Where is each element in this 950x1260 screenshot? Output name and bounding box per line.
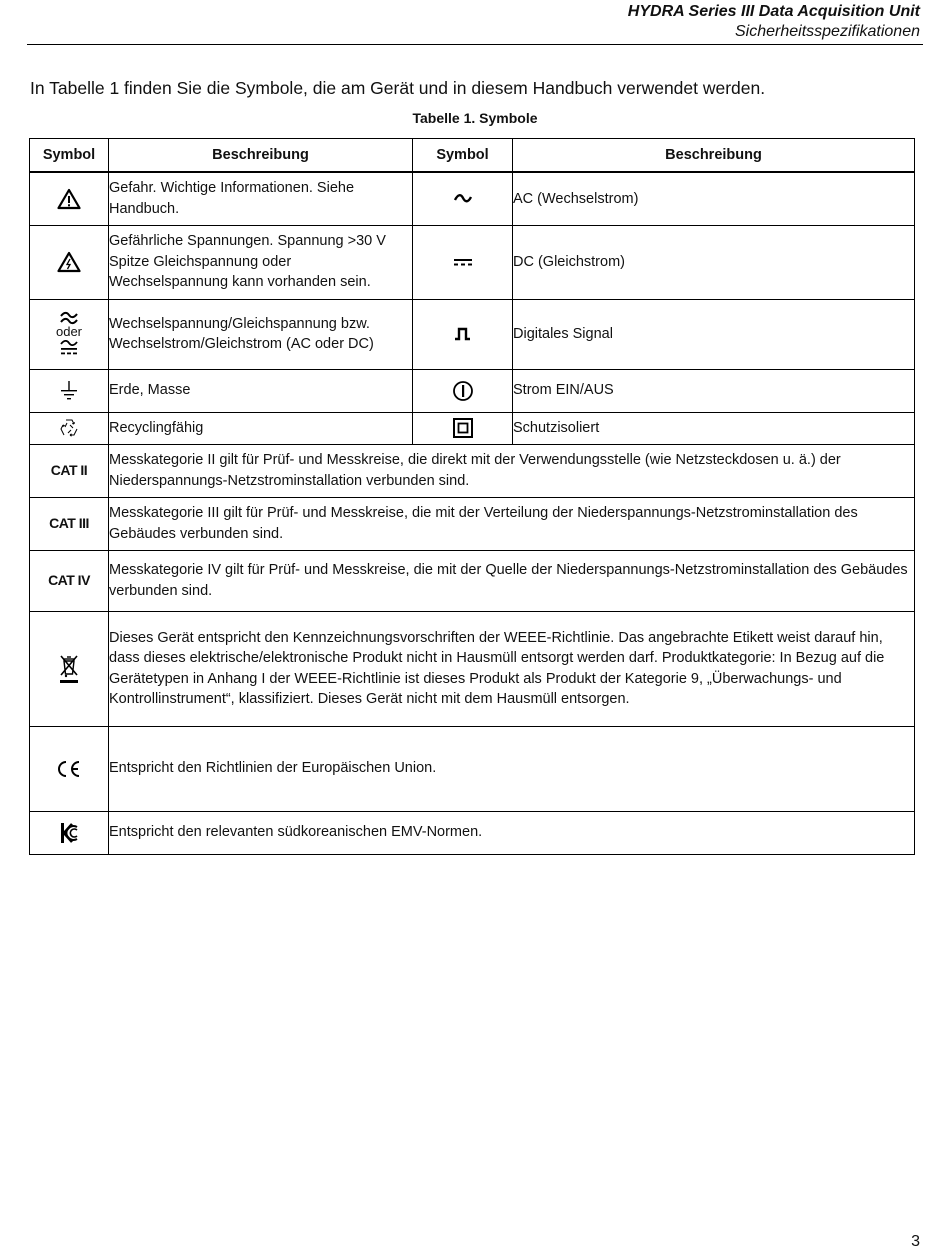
page-number: 3 <box>911 1233 920 1250</box>
table-row <box>30 726 915 811</box>
header-title: HYDRA Series III Data Acquisition Unit <box>627 3 920 20</box>
cat-iv-symbol: CAT IV <box>48 572 90 588</box>
col-header-description: Beschreibung <box>109 139 413 173</box>
warning-triangle-icon <box>57 188 81 210</box>
description-cell: DC (Gleichstrom) <box>513 225 915 299</box>
description-cell: Entspricht den Richtlinien der Europäischen Union. <box>109 726 915 811</box>
description-cell: Strom EIN/AUS <box>513 369 915 412</box>
description-cell: Messkategorie II gilt für Prüf- und Messkreise, die direkt mit der Verwendungsstelle (wie Netzsteckdosen u. ä.) der Niederspannungs-Netzstrominstallation verbunden sind. <box>109 444 915 497</box>
symbols-table <box>29 138 915 855</box>
dc-icon <box>453 257 473 267</box>
table-row <box>30 444 915 497</box>
description-cell: Gefahr. Wichtige Informationen. Siehe Handbuch. <box>109 172 413 225</box>
cat-ii-symbol: CAT II <box>50 462 88 478</box>
col-header-symbol-2: Symbol <box>413 139 513 173</box>
table-row <box>30 299 915 369</box>
table-row <box>30 811 915 854</box>
cat-iii-symbol: CAT III <box>49 515 89 531</box>
description-cell: Erde, Masse <box>109 369 413 412</box>
description-cell: AC (Wechselstrom) <box>513 172 915 225</box>
intro-paragraph: In Tabelle 1 finden Sie die Symbole, die am Gerät und in diesem Handbuch verwendet werden. <box>30 78 766 98</box>
description-cell: Recyclingfähig <box>109 412 413 444</box>
col-header-description-2: Beschreibung <box>513 139 915 173</box>
header-rule <box>27 44 923 45</box>
description-cell: Gefährliche Spannungen. Spannung >30 V Spitze Gleichspannung oder Wechselspannung kann vorhanden sein. <box>109 225 413 299</box>
recycle-icon <box>58 417 80 439</box>
digital-signal-icon <box>453 327 473 341</box>
description-cell: Schutzisoliert <box>513 412 915 444</box>
power-on-off-icon <box>452 380 474 402</box>
description-cell: Wechselspannung/Gleichspannung bzw. Wechselstrom/Gleichstrom (AC oder DC) <box>109 299 413 369</box>
description-cell: Messkategorie IV gilt für Prüf- und Messkreise, die mit der Quelle der Niederspannungs-Netzstrominstallation des Gebäudes verbunden sind. <box>109 550 915 611</box>
oder-label: oder <box>55 324 83 339</box>
ce-mark-icon <box>55 759 83 779</box>
ground-icon <box>59 380 79 402</box>
description-cell: Entspricht den relevanten südkoreanischen EMV-Normen. <box>109 811 915 854</box>
running-header <box>628 2 920 42</box>
description-cell: Digitales Signal <box>513 299 915 369</box>
table-row <box>30 412 915 444</box>
header-subtitle: Sicherheitsspezifikationen <box>735 23 920 40</box>
ac-tilde-icon <box>453 193 473 205</box>
table-row <box>30 225 915 299</box>
ac-dc-icon <box>58 311 80 325</box>
high-voltage-triangle-icon <box>57 251 81 273</box>
description-cell: Messkategorie III gilt für Prüf- und Messkreise, die mit der Verteilung der Niederspannungs-Netzstrominstallation des Gebäudes verbunden sind. <box>109 497 915 550</box>
col-header-symbol: Symbol <box>30 139 109 173</box>
table-caption: Tabelle 1. Symbole <box>412 110 538 126</box>
table-row <box>30 550 915 611</box>
ac-dc-alt-icon <box>58 339 80 357</box>
table-row <box>30 369 915 412</box>
table-header-row <box>30 139 915 173</box>
kc-mark-icon <box>59 821 79 845</box>
table-row <box>30 172 915 225</box>
table-row <box>30 611 915 726</box>
double-insulation-icon <box>452 417 474 439</box>
table-row <box>30 497 915 550</box>
weee-bin-icon <box>58 653 80 685</box>
description-cell: Dieses Gerät entspricht den Kennzeichnungsvorschriften der WEEE-Richtlinie. Das angebrachte Etikett weist darauf hin, dass dieses elektrische/elektronische Produkt nicht in Hausmüll entsorgt werden darf. Produktkategorie: In Bezug auf die Gerätetypen in Anhang I der WEEE-Richtlinie ist dieses Produkt als Produkt der Kategorie 9, „Überwachungs- und Kontrollinstrument“, klassifiziert. Dieses Gerät nicht mit dem Hausmüll entsorgen. <box>109 611 915 726</box>
